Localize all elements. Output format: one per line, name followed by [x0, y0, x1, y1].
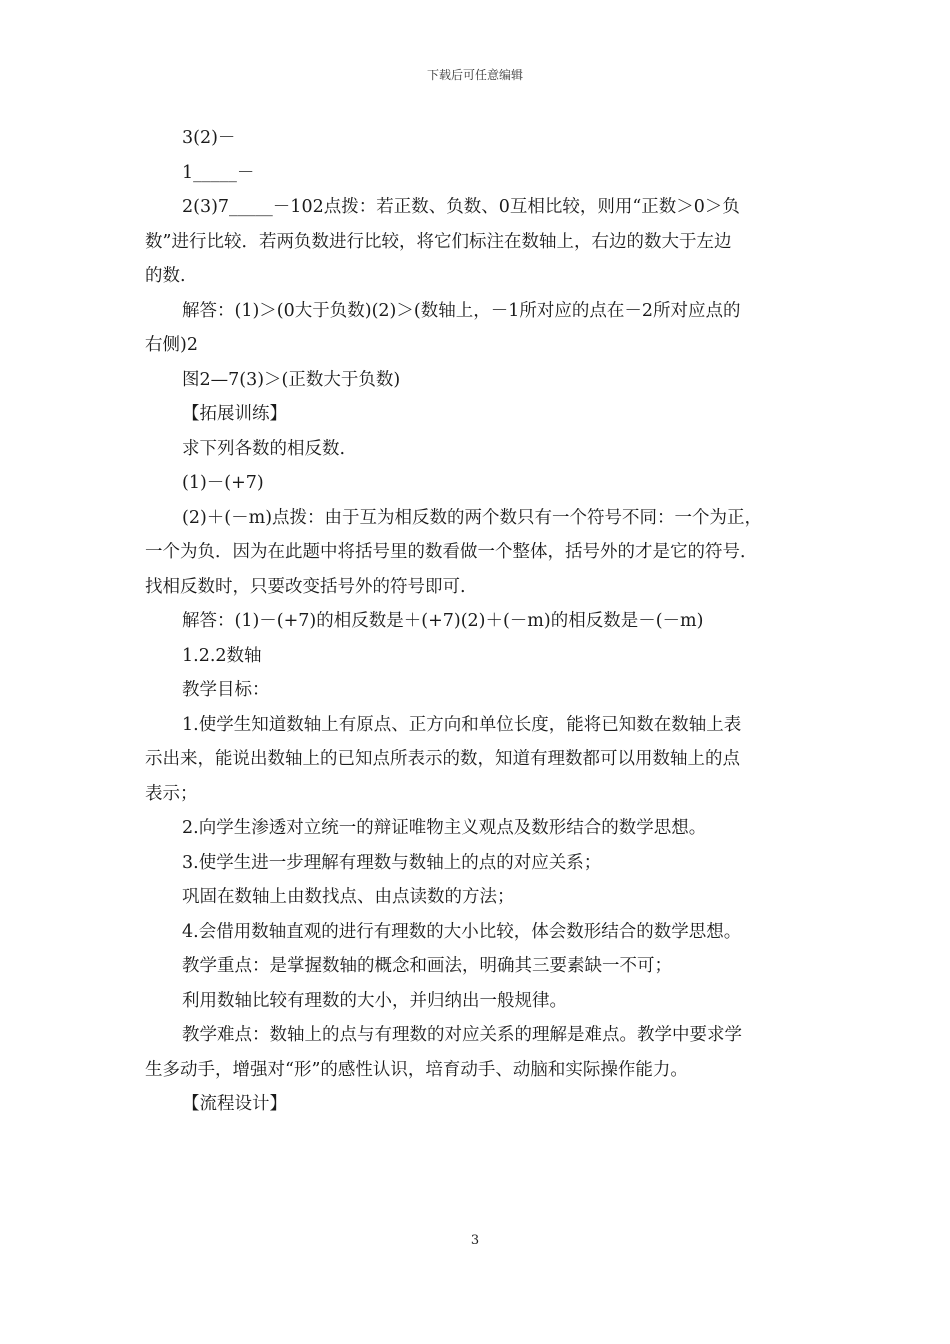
text-line: 生多动手，增强对“形”的感性认识，培育动手、动脑和实际操作能力。 — [145, 1059, 688, 1080]
page-header: 下载后可任意编辑 — [426, 68, 523, 82]
text-line: (1)－(+7) — [182, 473, 264, 493]
text-line: 教学难点：数轴上的点与有理数的对应关系的理解是难点。教学中要求学 — [182, 1025, 742, 1045]
text-line: 解答：(1)＞(0大于负数)(2)＞(数轴上，－1所对应的点在－2所对应点的 — [182, 300, 741, 321]
text-line: 2(3)7_____－102点拨：若正数、负数、0互相比较，则用“正数＞0＞负 — [182, 197, 740, 217]
text-line: 【流程设计】 — [182, 1094, 287, 1114]
text-line: 利用数轴比较有理数的大小，并归纳出一般规律。 — [182, 990, 567, 1011]
document-body — [145, 121, 810, 1122]
text-line: 的数. — [145, 266, 186, 286]
text-line: 数”进行比较．若两负数进行比较，将它们标注在数轴上，右边的数大于左边 — [145, 231, 732, 252]
text-line: 右侧)2 — [145, 335, 198, 355]
text-line: 解答：(1)－(+7)的相反数是＋(+7)(2)＋(－m)的相反数是－(－m) — [182, 611, 704, 631]
text-line: 2.向学生渗透对立统一的辩证唯物主义观点及数形结合的数学思想。 — [182, 818, 707, 838]
text-line: 4.会借用数轴直观的进行有理数的大小比较，体会数形结合的数学思想。 — [182, 921, 742, 942]
text-line: 找相反数时，只要改变括号外的符号即可. — [145, 576, 466, 597]
text-line: (2)＋(－m)点拨：由于互为相反数的两个数只有一个符号不同：一个为正， — [182, 507, 763, 528]
page-number: 3 — [470, 1233, 480, 1248]
text-line: 1.使学生知道数轴上有原点、正方向和单位长度，能将已知数在数轴上表 — [182, 714, 742, 735]
text-line: 巩固在数轴上由数找点、由点读数的方法； — [182, 887, 515, 907]
text-line: 示出来，能说出数轴上的已知点所表示的数，知道有理数都可以用数轴上的点 — [145, 749, 740, 769]
text-line: 【拓展训练】 — [182, 404, 287, 424]
text-line: 1_____－ — [182, 162, 255, 183]
text-line: 3(2)－ — [182, 128, 236, 148]
text-line: 1.2.2数轴 — [182, 645, 262, 666]
text-line: 表示； — [145, 783, 198, 804]
text-line: 图2—7(3)＞(正数大于负数) — [182, 369, 401, 390]
text-line: 教学重点：是掌握数轴的概念和画法，明确其三要素缺一不可； — [182, 956, 672, 976]
text-line: 一个为负．因为在此题中将括号里的数看做一个整体，括号外的才是它的符号． — [145, 542, 758, 562]
text-line: 教学目标： — [182, 680, 270, 700]
text-line: 3.使学生进一步理解有理数与数轴上的点的对应关系； — [182, 852, 602, 873]
text-line: 求下列各数的相反数. — [182, 438, 346, 459]
